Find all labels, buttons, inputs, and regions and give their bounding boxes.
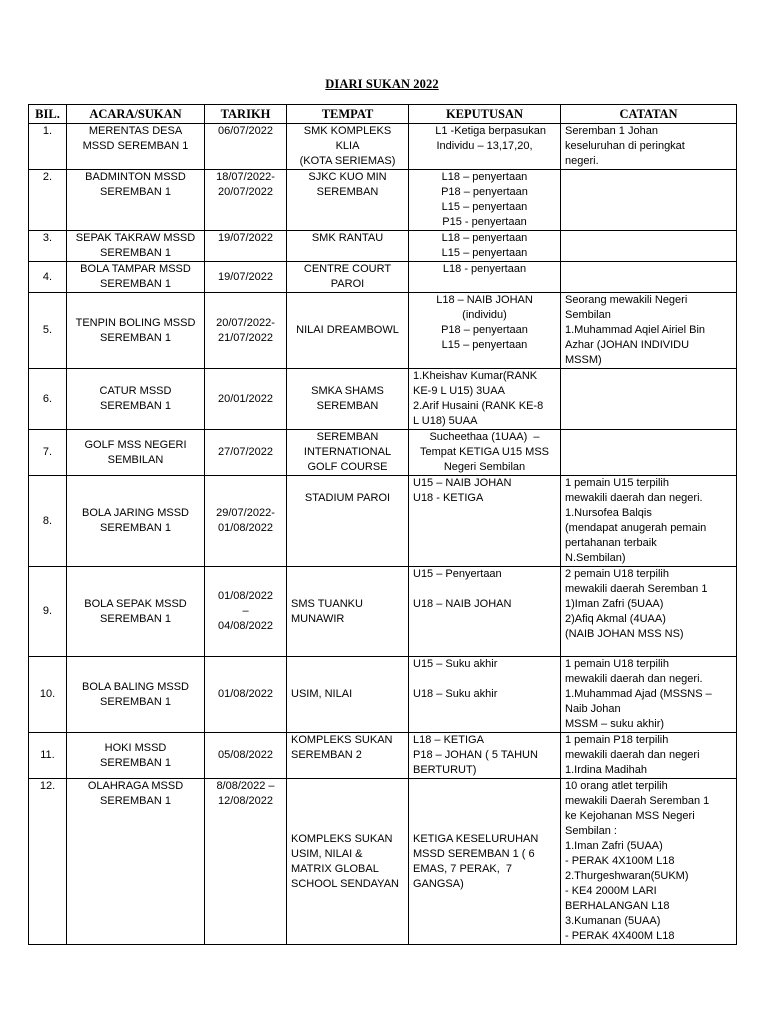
cell-line: 01/08/2022 <box>217 688 274 700</box>
cell-line: 12. <box>39 780 56 792</box>
cell-line: (NAIB JOHAN MSS NS) <box>565 628 684 640</box>
cell-line: MSSD SEREMBAN 1 ( 6 <box>413 847 535 860</box>
cell-line: 1.Muhammad Aqiel Airiel Bin <box>565 324 706 336</box>
cell-line: L15 – penyertaan <box>441 339 528 351</box>
cell-line: SEREMBAN 1 <box>100 247 171 259</box>
table-row <box>29 170 737 231</box>
cell-line: keseluruhan di peringkat <box>565 140 685 152</box>
cell-line: 01/08/2022 <box>217 522 274 534</box>
cell-line: SEREMBAN 1 <box>100 795 171 807</box>
cell-line: SMK RANTAU <box>311 232 384 244</box>
header-tarikh: TARIKH <box>205 105 287 124</box>
bil-cell <box>29 733 67 779</box>
tempat-cell <box>287 567 409 657</box>
catatan-cell <box>561 733 737 779</box>
table-row <box>29 293 737 369</box>
table-row <box>29 733 737 779</box>
cell-line: 11. <box>40 749 55 761</box>
header-catatan: CATATAN <box>561 105 737 124</box>
keputusan-cell <box>409 476 561 567</box>
cell-line: U18 – NAIB JOHAN <box>413 598 512 610</box>
cell-line: mewakili daerah Seremban 1 <box>565 583 708 595</box>
cell-line: 1.Kheishav Kumar(RANK <box>413 370 538 382</box>
catatan-cell <box>561 262 737 293</box>
cell-line: (mendapat anugerah pemain <box>565 522 707 534</box>
cell-line: Sembilan <box>565 309 611 321</box>
sports-diary-table <box>28 104 737 945</box>
document-title <box>0 77 768 92</box>
tarikh-cell <box>205 262 287 293</box>
table-body <box>29 124 737 945</box>
catatan-cell <box>561 124 737 170</box>
cell-line: - KE4 2000M LARI <box>565 885 657 897</box>
cell-line: U15 – Penyertaan <box>413 568 502 580</box>
bil-cell <box>29 779 67 945</box>
table-row <box>29 124 737 170</box>
cell-line: BERHALANGAN L18 <box>565 900 670 912</box>
cell-line: 19/07/2022 <box>217 270 274 283</box>
keputusan-cell <box>409 369 561 430</box>
header-tempat: TEMPAT <box>287 105 409 124</box>
tempat-cell <box>287 430 409 476</box>
acara-cell <box>67 567 205 657</box>
cell-line: 2.Arif Husaini (RANK KE-8 <box>413 400 544 412</box>
keputusan-cell <box>409 231 561 262</box>
cell-line: 05/08/2022 <box>217 749 274 761</box>
table-row <box>29 567 737 657</box>
table-row <box>29 231 737 262</box>
cell-line: 29/07/2022- <box>216 507 275 519</box>
cell-line: - PERAK 4X400M L18 <box>565 930 675 942</box>
acara-cell <box>67 124 205 170</box>
tempat-cell <box>287 657 409 733</box>
tempat-cell <box>287 733 409 779</box>
cell-line: Seremban 1 Johan <box>565 125 658 137</box>
cell-line: 3. <box>42 232 53 244</box>
acara-cell <box>67 170 205 231</box>
cell-line: L18 – KETIGA <box>413 734 484 746</box>
cell-line: L18 – NAIB JOHAN <box>436 294 533 306</box>
cell-line: 1 pemain P18 terpilih <box>565 734 669 746</box>
bil-cell <box>29 124 67 170</box>
cell-line: SEREMBAN 1 <box>100 278 171 290</box>
cell-line: 19/07/2022 <box>217 232 274 244</box>
cell-line: STADIUM PAROI <box>304 492 391 504</box>
cell-line: SEREMBAN 1 <box>100 331 171 344</box>
cell-line: 1)Iman Zafri (5UAA) <box>565 598 664 610</box>
cell-line: 1.Iman Zafri (5UAA) <box>565 840 663 852</box>
cell-line: mewakili daerah dan negeri. <box>565 492 703 504</box>
catatan-cell <box>561 779 737 945</box>
tempat-cell <box>287 293 409 369</box>
bil-cell <box>29 430 67 476</box>
cell-line: 2.Thurgeshwaran(5UKM) <box>565 870 689 882</box>
cell-line: MSSM) <box>565 354 602 366</box>
cell-line: 10 orang atlet terpilih <box>565 780 668 792</box>
cell-line: U15 – NAIB JOHAN <box>413 477 512 489</box>
acara-cell <box>67 476 205 567</box>
cell-line: N.Sembilan) <box>565 552 626 564</box>
tempat-cell <box>287 231 409 262</box>
cell-line: BOLA TAMPAR MSSD <box>80 263 191 275</box>
keputusan-cell <box>409 779 561 945</box>
cell-line: 2. <box>42 171 53 183</box>
catatan-cell <box>561 369 737 430</box>
cell-line: SEREMBAN <box>316 431 379 443</box>
cell-line: Negeri Sembilan <box>443 461 526 473</box>
cell-line: SEPAK TAKRAW MSSD <box>75 232 196 244</box>
tarikh-cell <box>205 293 287 369</box>
header-keputusan: KEPUTUSAN <box>409 105 561 124</box>
cell-line: 1 pemain U15 terpilih <box>565 477 669 489</box>
cell-line: USIM, NILAI <box>291 688 353 700</box>
acara-cell <box>67 657 205 733</box>
cell-line: mewakili daerah dan negeri <box>565 749 700 761</box>
cell-line: SEREMBAN 1 <box>100 186 171 198</box>
keputusan-cell <box>409 733 561 779</box>
tarikh-cell <box>205 124 287 170</box>
cell-line: BERTURUT) <box>413 764 477 776</box>
cell-line: Tempat KETIGA U15 MSS <box>420 446 549 458</box>
keputusan-cell <box>409 430 561 476</box>
tempat-cell <box>287 476 409 567</box>
cell-line: MSSD SEREMBAN 1 <box>82 140 189 152</box>
bil-cell <box>29 262 67 293</box>
cell-line: 1.Irdina Madihah <box>565 764 647 776</box>
cell-line: KLIA <box>335 140 360 152</box>
cell-line: TENPIN BOLING MSSD <box>75 316 196 329</box>
bil-cell <box>29 170 67 231</box>
bil-cell <box>29 231 67 262</box>
tempat-cell <box>287 170 409 231</box>
cell-line: 10. <box>39 688 56 700</box>
cell-line: BOLA SEPAK MSSD <box>84 597 187 610</box>
catatan-cell <box>561 293 737 369</box>
table-header-row <box>29 105 737 124</box>
cell-line: SEREMBAN 2 <box>291 749 362 761</box>
cell-line: 20/07/2022- <box>216 316 275 329</box>
cell-line: U15 – Suku akhir <box>413 658 498 670</box>
tarikh-cell <box>205 567 287 657</box>
keputusan-cell <box>409 293 561 369</box>
cell-line: MUNAWIR <box>291 612 345 625</box>
catatan-cell <box>561 657 737 733</box>
table-row <box>29 476 737 567</box>
header-acara: ACARA/SUKAN <box>67 105 205 124</box>
cell-line: BOLA JARING MSSD <box>82 507 189 519</box>
cell-line: SEREMBAN 1 <box>100 612 171 625</box>
acara-cell <box>67 262 205 293</box>
cell-line: SMS TUANKU <box>291 597 363 610</box>
cell-line: KE-9 L U15) 3UAA <box>413 385 505 397</box>
cell-line: 9. <box>42 605 53 617</box>
bil-cell <box>29 657 67 733</box>
acara-cell <box>67 293 205 369</box>
keputusan-cell <box>409 262 561 293</box>
cell-line: NILAI DREAMBOWL <box>296 324 399 336</box>
tarikh-cell <box>205 430 287 476</box>
cell-line: L15 – penyertaan <box>441 247 528 259</box>
table-row <box>29 369 737 430</box>
cell-line: SJKC KUO MIN <box>308 171 387 183</box>
tarikh-cell <box>205 657 287 733</box>
cell-line: 20/07/2022 <box>217 186 274 198</box>
bil-cell <box>29 476 67 567</box>
catatan-cell <box>561 567 737 657</box>
cell-line: CENTRE COURT <box>303 263 392 275</box>
cell-line: 2 pemain U18 terpilih <box>565 568 669 580</box>
cell-line: 2)Afiq Akmal (4UAA) <box>565 613 666 625</box>
cell-line: MERENTAS DESA <box>88 125 183 137</box>
cell-line: CATUR MSSD <box>99 385 172 397</box>
cell-line: BOLA BALING MSSD <box>82 680 189 693</box>
title-text: DIARI SUKAN 2022 <box>325 77 439 91</box>
cell-line: 20/01/2022 <box>217 392 274 405</box>
cell-line: mewakili Daerah Seremban 1 <box>565 795 710 807</box>
tarikh-cell <box>205 231 287 262</box>
acara-cell <box>67 369 205 430</box>
cell-line: GOLF MSS NEGERI <box>84 438 187 451</box>
cell-line: SEREMBAN <box>316 400 379 412</box>
cell-line: 27/07/2022 <box>217 446 274 458</box>
cell-line: Azhar (JOHAN INDIVIDU <box>565 339 690 351</box>
cell-line: MATRIX GLOBAL <box>291 862 379 875</box>
cell-line: P18 – penyertaan <box>441 186 528 198</box>
cell-line <box>291 476 404 491</box>
table-row <box>29 657 737 733</box>
bil-cell <box>29 369 67 430</box>
cell-line: SMK KOMPLEKS <box>303 125 392 137</box>
cell-line: P18 – JOHAN ( 5 TAHUN <box>413 749 538 761</box>
cell-line: SEREMBAN 1 <box>100 522 171 534</box>
cell-line: OLAHRAGA MSSD <box>87 780 184 792</box>
cell-line: L1 -Ketiga berpasukan <box>423 125 546 137</box>
cell-line: Seorang mewakili Negeri <box>565 294 688 306</box>
catatan-cell <box>561 430 737 476</box>
cell-line: P15 - penyertaan <box>442 216 527 228</box>
bil-cell <box>29 567 67 657</box>
cell-line: ke Kejohanan MSS Negeri <box>565 810 695 822</box>
cell-line: 21/07/2022 <box>217 331 274 344</box>
cell-line: pertahanan terbaik <box>565 537 657 549</box>
cell-line: 06/07/2022 <box>217 125 274 137</box>
cell-line: KOMPLEKS SUKAN <box>291 832 393 845</box>
acara-cell <box>67 430 205 476</box>
cell-line: EMAS, 7 PERAK, 7 <box>413 862 513 875</box>
cell-line: Naib Johan <box>565 703 621 715</box>
header-bil: BIL. <box>29 105 67 124</box>
cell-line: U18 - KETIGA <box>413 492 484 504</box>
cell-line: 7. <box>42 446 53 458</box>
tarikh-cell <box>205 369 287 430</box>
cell-line: SEREMBAN <box>316 186 379 198</box>
keputusan-cell <box>409 124 561 170</box>
cell-line: 01/08/2022 <box>217 590 274 602</box>
cell-line: L18 – penyertaan <box>441 232 528 244</box>
acara-cell <box>67 733 205 779</box>
table-row <box>29 430 737 476</box>
cell-line: 8/08/2022 – <box>216 780 275 792</box>
keputusan-cell <box>409 657 561 733</box>
cell-line: 18/07/2022- <box>216 171 275 183</box>
cell-line: 1 pemain U18 terpilih <box>565 658 669 670</box>
cell-line: HOKI MSSD <box>104 741 167 754</box>
cell-line: Sembilan : <box>565 825 617 837</box>
cell-line: L15 – penyertaan <box>441 201 528 213</box>
cell-line <box>413 582 556 597</box>
table-row <box>29 262 737 293</box>
cell-line: – <box>242 605 249 617</box>
cell-line: negeri. <box>565 155 599 167</box>
acara-cell <box>67 779 205 945</box>
cell-line: - PERAK 4X100M L18 <box>565 855 675 867</box>
bil-cell <box>29 293 67 369</box>
cell-line: 1.Muhammad Ajad (MSSNS – <box>565 688 712 700</box>
acara-cell <box>67 231 205 262</box>
tarikh-cell <box>205 733 287 779</box>
catatan-cell <box>561 476 737 567</box>
cell-line: 3.Kumanan (5UAA) <box>565 915 661 927</box>
cell-line: GANGSA) <box>413 877 464 890</box>
cell-line: SMKA SHAMS <box>311 385 384 397</box>
cell-line: KETIGA KESELURUHAN <box>413 832 539 845</box>
cell-line: KOMPLEKS SUKAN <box>291 734 393 746</box>
catatan-cell <box>561 231 737 262</box>
cell-line: SEREMBAN 1 <box>100 756 171 769</box>
cell-line: 1. <box>42 125 53 137</box>
tarikh-cell <box>205 779 287 945</box>
cell-line: 4. <box>42 270 53 283</box>
keputusan-cell <box>409 170 561 231</box>
cell-line: P18 – penyertaan <box>441 324 528 336</box>
tarikh-cell <box>205 476 287 567</box>
cell-line: PAROI <box>330 278 365 290</box>
table-row <box>29 779 737 945</box>
cell-line: Sucheethaa (1UAA) – <box>429 431 540 443</box>
cell-line: GOLF COURSE <box>307 461 388 473</box>
cell-line: L U18) 5UAA <box>413 415 478 427</box>
tempat-cell <box>287 369 409 430</box>
cell-line: L18 - penyertaan <box>442 263 527 275</box>
cell-line: SEMBILAN <box>107 453 164 466</box>
tarikh-cell <box>205 170 287 231</box>
cell-line: U18 – Suku akhir <box>413 688 498 700</box>
tempat-cell <box>287 124 409 170</box>
cell-line: BADMINTON MSSD <box>85 171 186 183</box>
cell-line: L18 – penyertaan <box>441 171 528 183</box>
cell-line: SEREMBAN 1 <box>100 695 171 708</box>
cell-line: mewakili daerah dan negeri. <box>565 673 703 685</box>
cell-line: 8. <box>42 514 53 527</box>
keputusan-cell <box>409 567 561 657</box>
cell-line: MSSM – suku akhir) <box>565 718 665 730</box>
cell-line: Individu – 13,17,20, <box>436 140 533 152</box>
cell-line: 12/08/2022 <box>217 795 274 807</box>
cell-line: (individu) <box>462 309 507 321</box>
cell-line <box>413 672 556 687</box>
cell-line: USIM, NILAI & <box>291 847 363 860</box>
cell-line: (KOTA SERIEMAS) <box>299 155 396 167</box>
tempat-cell <box>287 779 409 945</box>
cell-line: 04/08/2022 <box>217 620 274 632</box>
cell-line: SEREMBAN 1 <box>100 400 171 412</box>
cell-line: 1.Nursofea Balqis <box>565 507 652 519</box>
cell-line: 5. <box>42 324 53 336</box>
cell-line: SCHOOL SENDAYAN <box>291 877 399 890</box>
catatan-cell <box>561 170 737 231</box>
cell-line: 6. <box>42 392 53 405</box>
cell-line: INTERNATIONAL <box>303 446 392 458</box>
tempat-cell <box>287 262 409 293</box>
